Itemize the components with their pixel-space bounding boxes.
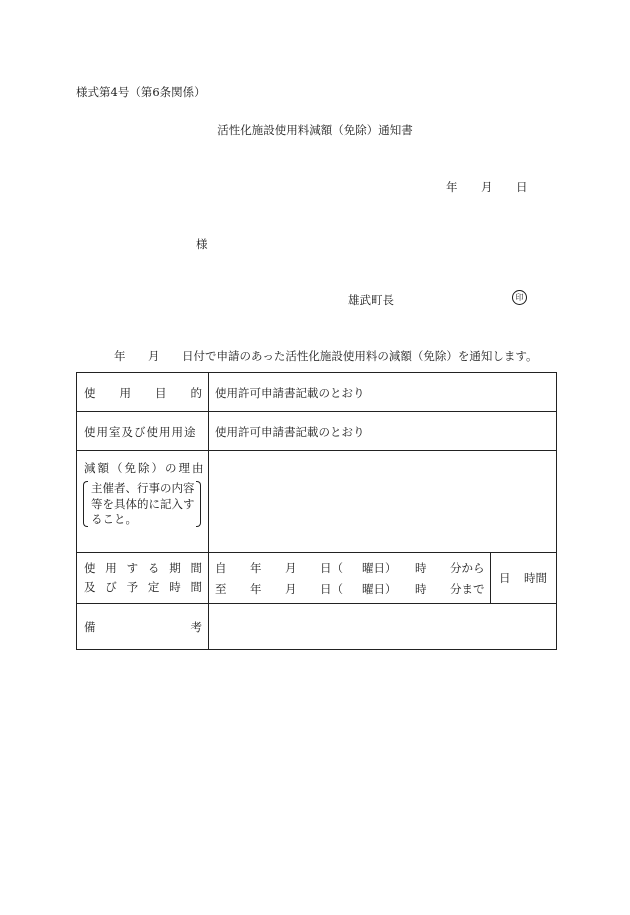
label-char: 的 bbox=[190, 386, 202, 400]
date-day-label: 日 bbox=[516, 180, 528, 194]
note-line: ること。 bbox=[91, 512, 137, 526]
notice-table bbox=[76, 372, 557, 650]
duration-divider bbox=[490, 552, 491, 603]
label-char: 定 bbox=[147, 580, 160, 594]
row-divider bbox=[77, 552, 556, 553]
from-day: 日（ bbox=[320, 561, 343, 575]
to-prefix: 至 bbox=[215, 582, 227, 596]
room-usage-value: 使用許可申請書記載のとおり bbox=[215, 425, 365, 439]
duration-hours: 時間 bbox=[524, 571, 547, 585]
label-char: 用 bbox=[105, 561, 117, 575]
from-prefix: 自 bbox=[215, 561, 227, 575]
intro-month-label: 月 bbox=[148, 349, 160, 363]
purpose-value: 使用許可申請書記載のとおり bbox=[215, 386, 365, 400]
from-month: 月 bbox=[285, 561, 297, 575]
duration-day: 日 bbox=[499, 571, 511, 585]
to-year: 年 bbox=[250, 582, 262, 596]
from-year: 年 bbox=[250, 561, 262, 575]
label-char: 目 bbox=[155, 386, 167, 400]
from-hour: 時 bbox=[415, 561, 427, 575]
date-month-label: 月 bbox=[481, 180, 493, 194]
issuer-name: 雄武町長 bbox=[348, 293, 394, 307]
remarks-label bbox=[84, 619, 202, 635]
row-divider bbox=[77, 603, 556, 604]
addressee-suffix: 様 bbox=[196, 237, 208, 251]
label-char: 考 bbox=[190, 620, 202, 634]
date-year-label: 年 bbox=[446, 180, 458, 194]
right-bracket bbox=[196, 481, 201, 527]
note-line: 等を具体的に記入す bbox=[91, 496, 195, 511]
label-char: す bbox=[126, 561, 139, 575]
to-weekday: 曜日） bbox=[362, 582, 397, 596]
period-label-line-2 bbox=[84, 579, 202, 595]
label-char: 間 bbox=[190, 580, 202, 594]
form-number: 様式第4号（第6条関係） bbox=[76, 85, 206, 99]
from-weekday: 曜日） bbox=[362, 561, 397, 575]
label-char: 予 bbox=[126, 580, 139, 594]
to-minute: 分まで bbox=[450, 582, 485, 596]
reason-note bbox=[91, 481, 195, 528]
reduction-reason-label: 減額（免除）の理由 bbox=[84, 461, 206, 475]
label-char: 使 bbox=[84, 386, 96, 400]
label-char: 及 bbox=[84, 580, 96, 594]
left-bracket bbox=[83, 481, 88, 527]
label-char: 使 bbox=[84, 561, 96, 575]
row-divider bbox=[77, 450, 556, 451]
label-char: 用 bbox=[119, 386, 131, 400]
label-char: 間 bbox=[190, 561, 202, 575]
period-label-line-1 bbox=[84, 560, 202, 576]
row-divider bbox=[77, 411, 556, 412]
note-line: 主催者、行事の内容 bbox=[91, 481, 195, 495]
label-char: 期 bbox=[169, 561, 181, 575]
intro-year-label: 年 bbox=[114, 349, 126, 363]
purpose-label bbox=[84, 385, 202, 401]
label-char: 時 bbox=[169, 580, 181, 594]
to-hour: 時 bbox=[415, 582, 427, 596]
from-minute: 分から bbox=[450, 561, 485, 575]
label-char: び bbox=[105, 580, 117, 594]
document-title: 活性化施設使用料減額（免除）通知書 bbox=[217, 123, 413, 137]
seal-mark: 印 bbox=[512, 290, 527, 305]
to-day: 日（ bbox=[320, 582, 343, 596]
label-char: る bbox=[147, 561, 160, 575]
column-divider bbox=[208, 373, 209, 649]
label-char: 備 bbox=[84, 620, 96, 634]
reason-note-bracket bbox=[83, 481, 201, 527]
to-month: 月 bbox=[285, 582, 297, 596]
intro-text: 日付で申請のあった活性化施設使用料の減額（免除）を通知します。 bbox=[182, 349, 538, 363]
room-usage-label: 使用室及び使用用途 bbox=[84, 425, 197, 439]
